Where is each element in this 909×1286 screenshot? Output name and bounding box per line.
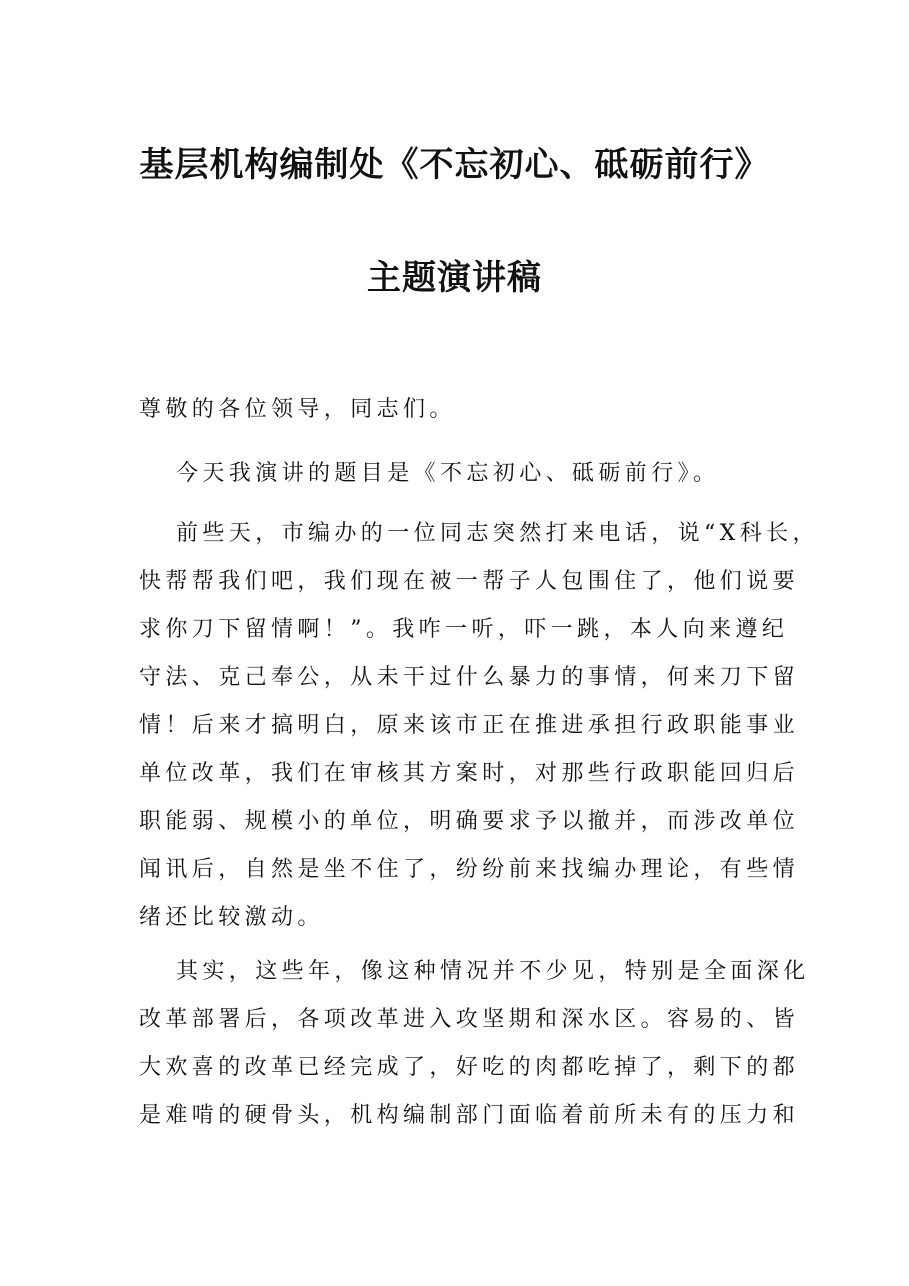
- document-title-line-1: 基层机构编制处《不忘初心、砥砺前行》: [139, 145, 770, 185]
- paragraph-line: 情！后来才搞明白，原来该市正在推进承担行政职能事业: [139, 713, 800, 738]
- paragraph-line: 单位改革，我们在审核其方案时，对那些行政职能回归后: [139, 761, 800, 786]
- paragraph-line: 改革部署后，各项改革进入攻坚期和深水区。容易的、皆: [139, 1007, 800, 1032]
- paragraph-line: 守法、克己奉公，从未干过什么暴力的事情，何来刀下留: [139, 665, 800, 690]
- salutation-paragraph: [139, 386, 779, 434]
- document-title-line-2: 主题演讲稿: [367, 258, 542, 298]
- paragraph-line: 职能弱、规模小的单位，明确要求予以撤并，而涉改单位: [139, 809, 800, 834]
- paragraph-line: 闻讯后，自然是坐不住了，纷纷前来找编办理论，有些情: [139, 857, 800, 882]
- paragraph-line: 其实，这些年，像这种情况并不少见，特别是全面深化: [176, 959, 810, 984]
- intro-paragraph: [139, 450, 779, 498]
- paragraph-1: [139, 510, 819, 942]
- intro-line: 今天我演讲的题目是《不忘初心、砥砺前行》。: [176, 461, 720, 486]
- paragraph-line: 是难啃的硬骨头，机构编制部门面临着前所未有的压力和: [139, 1103, 800, 1128]
- paragraph-line: 大欢喜的改革已经完成了，好吃的肉都吃掉了，剩下的都: [139, 1055, 800, 1080]
- salutation: 尊敬的各位领导，同志们。: [139, 397, 456, 422]
- paragraph-line: 前些天，市编办的一位同志突然打来电话，说“X科长，: [176, 521, 819, 546]
- paragraph-line: 求你刀下留情啊！”。我咋一听，吓一跳，本人向来遵纪: [139, 617, 789, 642]
- paragraph-line: 绪还比较激动。: [139, 905, 324, 930]
- paragraph-2: [139, 948, 810, 1140]
- paragraph-line: 快帮帮我们吧，我们现在被一帮子人包围住了，他们说要: [139, 569, 800, 594]
